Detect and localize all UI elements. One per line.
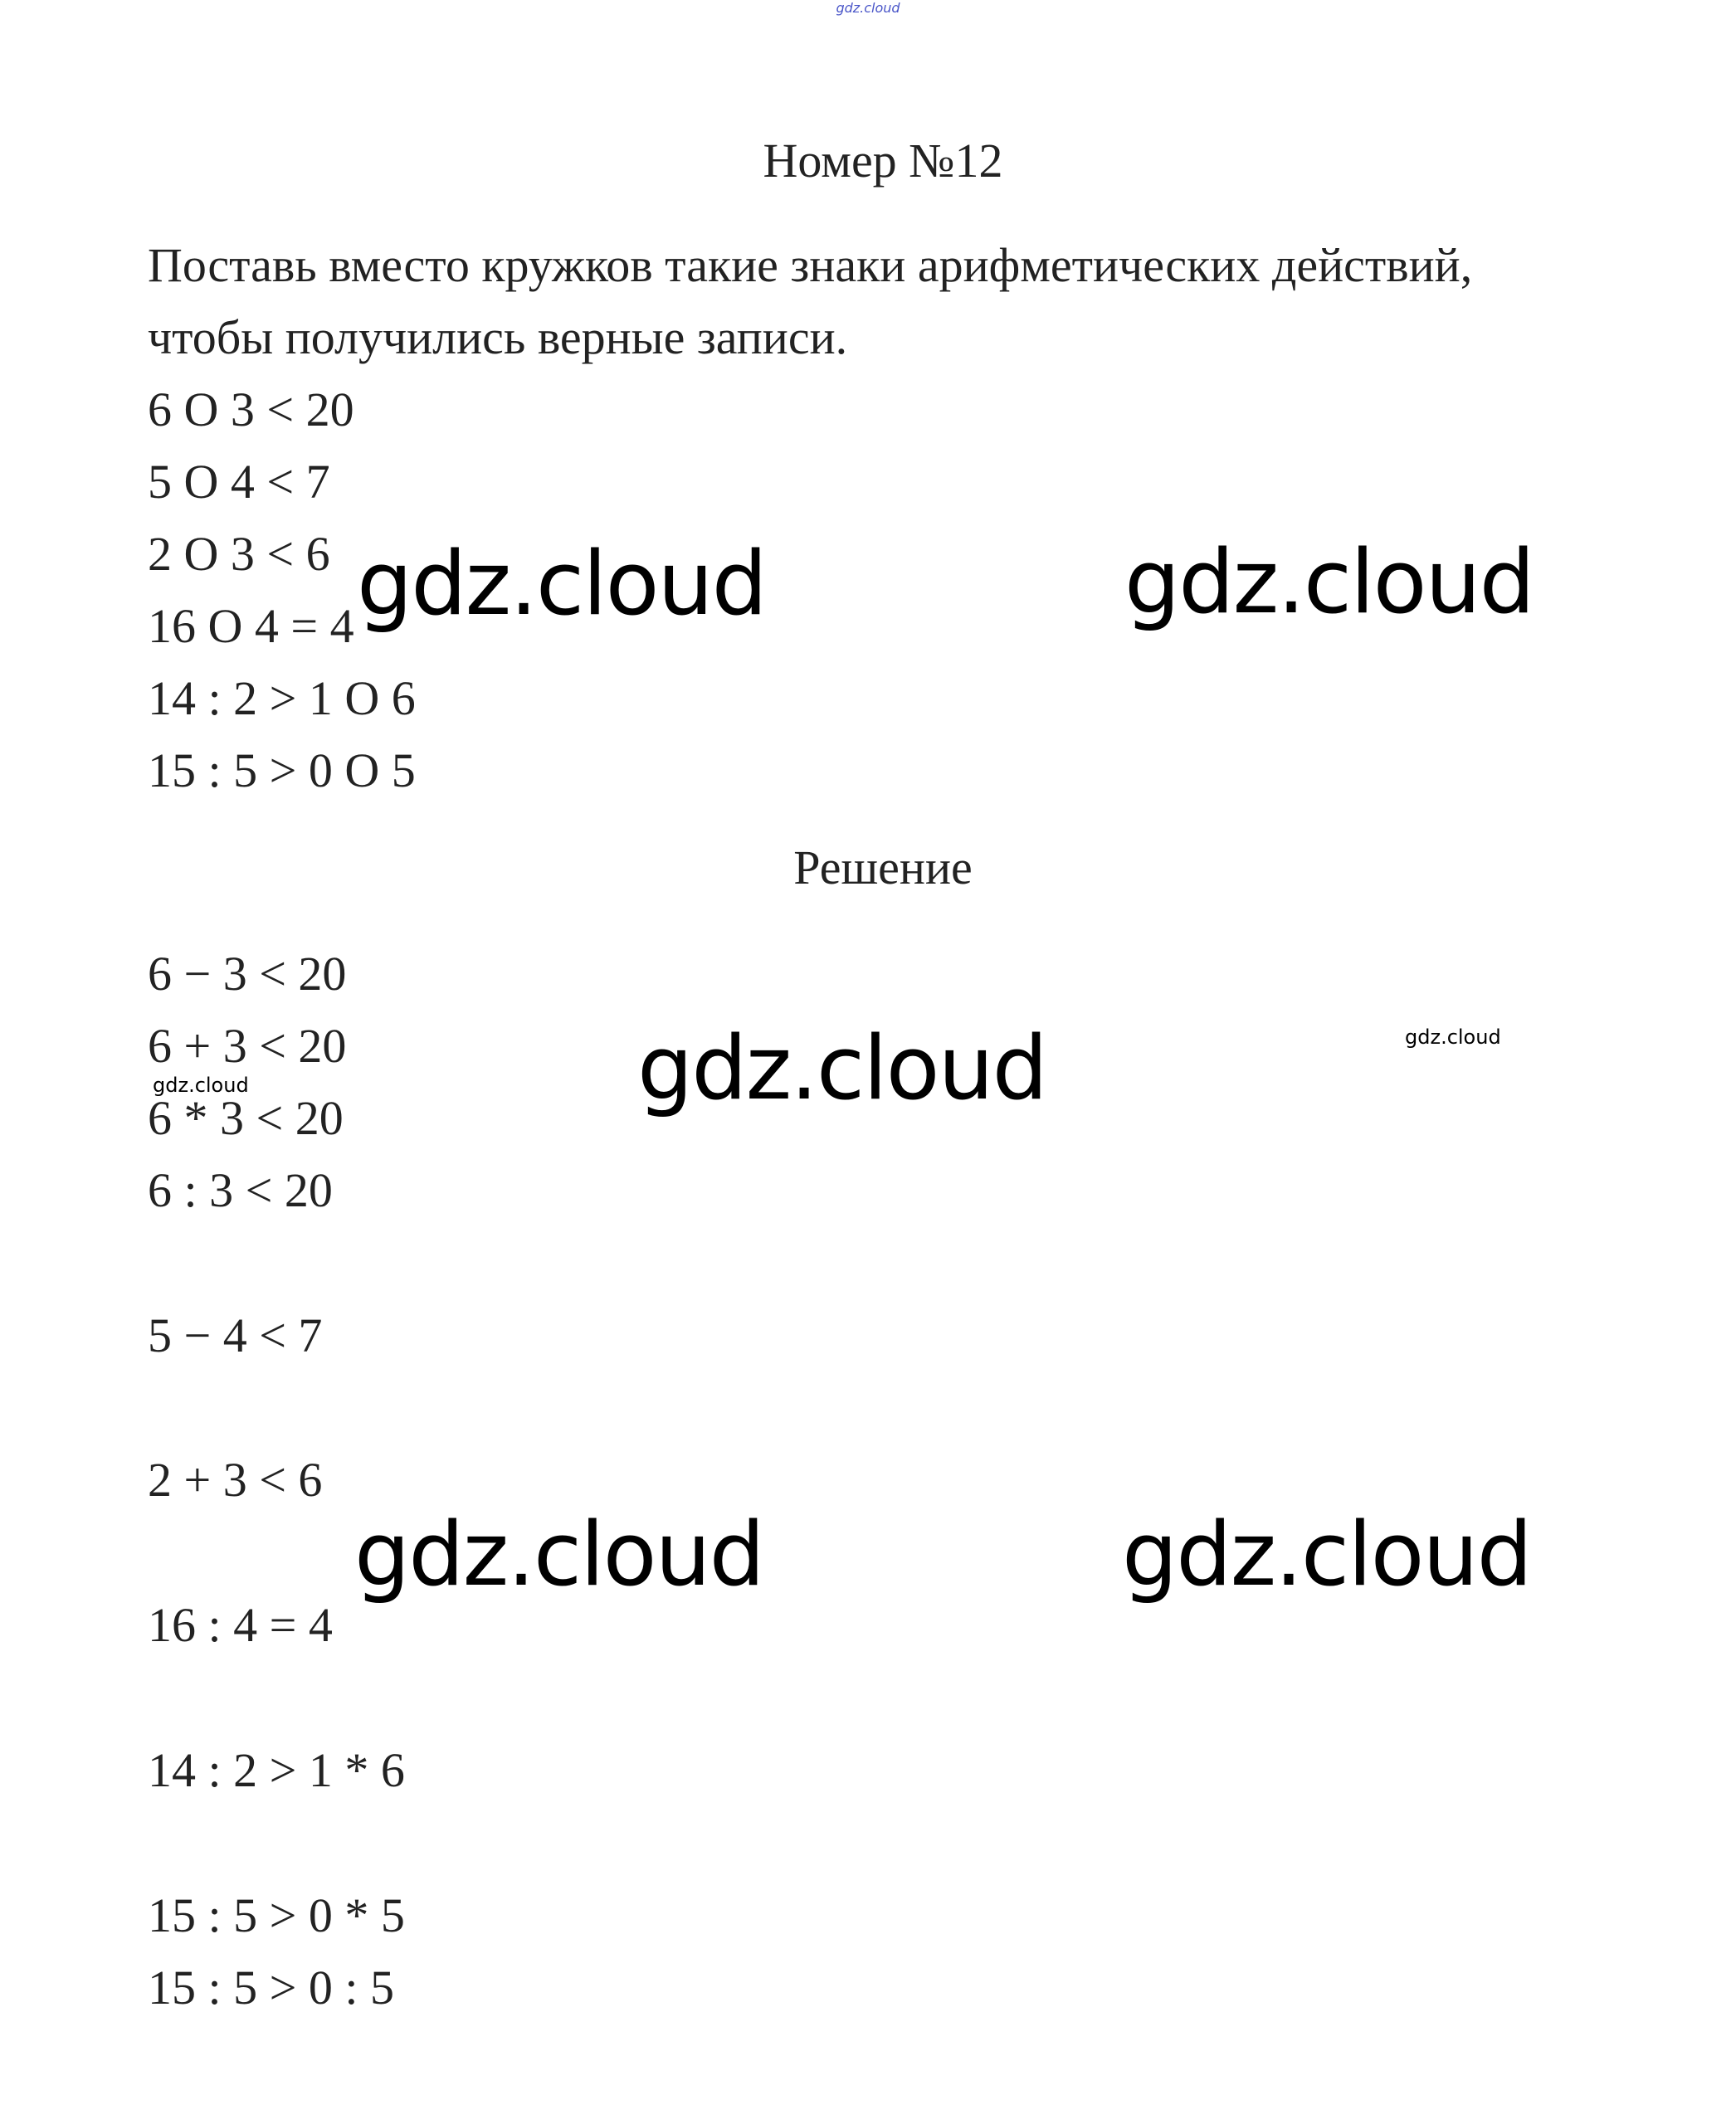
solution-heading: Решение xyxy=(793,840,973,894)
solution-line: 6 + 3 < 20 xyxy=(148,1019,347,1073)
watermark-small: gdz.cloud xyxy=(1405,1025,1501,1049)
solution-line: 6 − 3 < 20 xyxy=(148,947,347,1001)
solution-line: 2 + 3 < 6 xyxy=(148,1453,323,1507)
watermark: gdz.cloud xyxy=(357,533,766,635)
task-expression: 2 О 3 < 6 xyxy=(148,527,330,581)
solution-line: 6 * 3 < 20 xyxy=(148,1091,344,1145)
task-expression: 16 О 4 = 4 xyxy=(148,599,354,653)
task-statement xyxy=(148,229,1691,806)
watermark: gdz.cloud xyxy=(1122,1503,1531,1605)
solution-line: 15 : 5 > 0 * 5 xyxy=(148,1888,405,1942)
page-title: Номер №12 xyxy=(763,134,1003,188)
solution-line: 16 : 4 = 4 xyxy=(148,1598,333,1652)
solution-line: 6 : 3 < 20 xyxy=(148,1163,333,1217)
task-expression: 14 : 2 > 1 О 6 xyxy=(148,671,416,725)
watermark: gdz.cloud xyxy=(1124,531,1534,633)
task-expression: 15 : 5 > 0 О 5 xyxy=(148,743,416,797)
watermark: gdz.cloud xyxy=(637,1017,1046,1119)
task-expression: 5 О 4 < 7 xyxy=(148,455,330,509)
header-watermark: gdz.cloud xyxy=(836,0,900,16)
watermark-small: gdz.cloud xyxy=(153,1074,249,1097)
solution-line: 14 : 2 > 1 * 6 xyxy=(148,1743,405,1797)
task-expression: 6 О 3 < 20 xyxy=(148,382,354,436)
solution-line: 15 : 5 > 0 : 5 xyxy=(148,1961,394,2014)
task-line: Поставь вместо кружков такие знаки арифметических действий, xyxy=(148,238,1473,292)
watermark: gdz.cloud xyxy=(354,1503,763,1605)
task-line: чтобы получились верные записи. xyxy=(148,310,848,364)
solution-line: 5 − 4 < 7 xyxy=(148,1308,323,1362)
